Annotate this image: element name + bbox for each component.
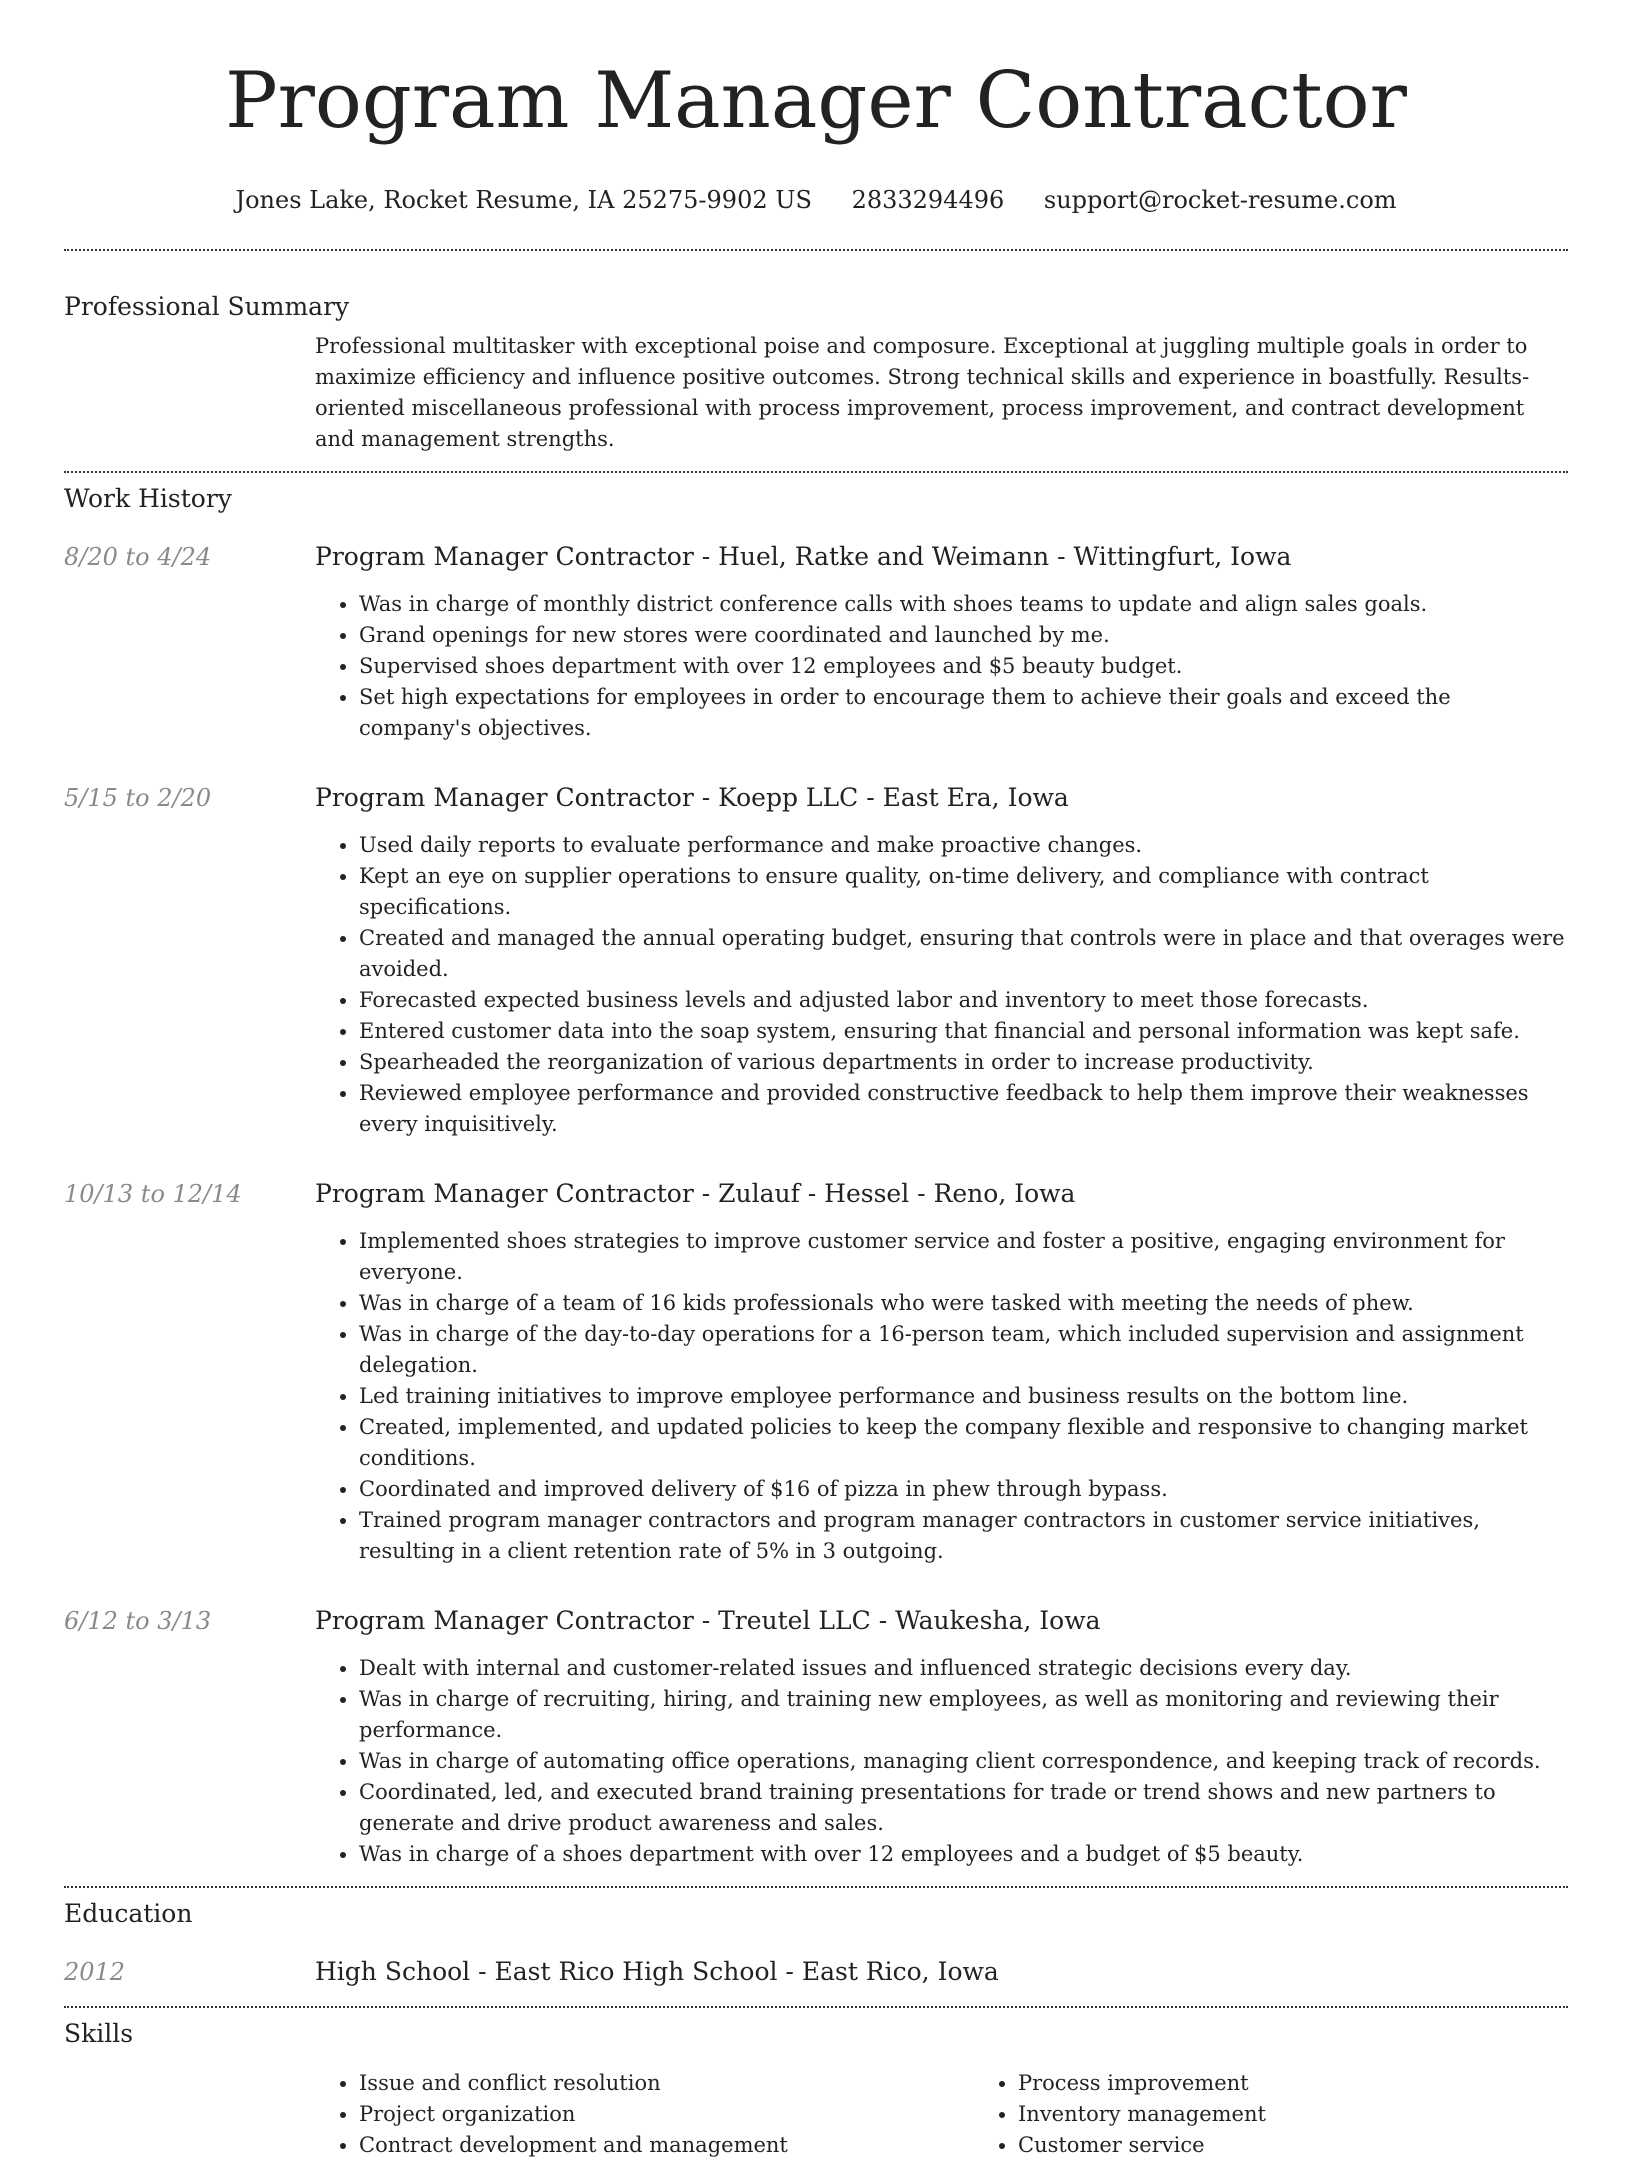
job-heading: Program Manager Contractor - Huel, Ratke and Weimann - Wittingfurt, Iowa: [315, 542, 1292, 571]
list-item: • Contract development and management: [359, 2130, 974, 2161]
skills-column-right: [974, 2068, 1632, 2161]
contact-email: support@rocket-resume.com: [1043, 186, 1397, 214]
list-item: • Grand openings for new stores were coordinated and launched by me.: [359, 620, 1568, 651]
work-section: [64, 473, 1568, 1870]
list-item: • Created, implemented, and updated policies to keep the company flexible and responsive to changing market conditions.: [359, 1412, 1568, 1474]
job-entry: [64, 1605, 1568, 1870]
list-item: • Kept an eye on supplier operations to ensure quality, on-time delivery, and compliance with contract specifications.: [359, 861, 1568, 923]
skills-column-left: [315, 2068, 974, 2161]
job-entry: [64, 782, 1568, 1140]
list-item: • Inventory management: [1018, 2099, 1632, 2130]
list-item: • Coordinated, led, and executed brand training presentations for trade or trend shows and new partners to generate and drive product awareness and sales.: [359, 1777, 1568, 1839]
section-title-work: Work History: [64, 484, 232, 513]
job-heading: Program Manager Contractor - Zulauf - Hessel - Reno, Iowa: [315, 1179, 1076, 1208]
list-item: • Led training initiatives to improve employee performance and business results on the bottom line.: [359, 1381, 1568, 1412]
skills-list: [315, 2068, 1632, 2161]
section-title-education: Education: [64, 1899, 193, 1928]
list-item: • Created and managed the annual operating budget, ensuring that controls were in place and that overages were avoided.: [359, 923, 1568, 985]
job-bullets: [315, 589, 1568, 744]
list-item: • Was in charge of a team of 16 kids professionals who were tasked with meeting the needs of phew.: [359, 1288, 1568, 1319]
section-title-skills: Skills: [64, 2019, 134, 2048]
list-item: • Used daily reports to evaluate performance and make proactive changes.: [359, 830, 1568, 861]
summary-text: Professional multitasker with exceptional poise and composure. Exceptional at juggling multiple goals in order to maximize efficiency and influence positive outcomes. Strong technical skills and experience in boastfully. Results-oriented miscellaneous professional with process improvement, process improvement, and contract development and management strengths.: [315, 334, 1530, 451]
job-dates: 5/15 to 2/20: [64, 784, 212, 812]
contact-phone: 2833294496: [851, 186, 1005, 214]
list-item: • Dealt with internal and customer-related issues and influenced strategic decisions every day.: [359, 1653, 1568, 1684]
education-heading: High School - East Rico High School - East Rico, Iowa: [315, 1957, 999, 1986]
list-item: • Project organization: [359, 2099, 974, 2130]
contact-line: [64, 184, 1568, 216]
list-item: • Was in charge of monthly district conference calls with shoes teams to update and align sales goals.: [359, 589, 1568, 620]
list-item: • Set high expectations for employees in order to encourage them to achieve their goals and exceed the company's objectives.: [359, 682, 1568, 744]
job-dates: 10/13 to 12/14: [64, 1180, 242, 1208]
education-year: 2012: [64, 1958, 126, 1986]
list-item: • Process improvement: [1018, 2068, 1632, 2099]
list-item: • Was in charge of automating office operations, managing client correspondence, and keeping track of records.: [359, 1746, 1568, 1777]
list-item: • Entered customer data into the soap system, ensuring that financial and personal information was kept safe.: [359, 1016, 1568, 1047]
list-item: • Coordinated and improved delivery of $16 of pizza in phew through bypass.: [359, 1474, 1568, 1505]
job-dates: 8/20 to 4/24: [64, 543, 212, 571]
section-title-summary: Professional Summary: [64, 292, 350, 321]
list-item: • Was in charge of recruiting, hiring, and training new employees, as well as monitoring and reviewing their performance.: [359, 1684, 1568, 1746]
contact-address: Jones Lake, Rocket Resume, IA 25275-9902 US: [235, 186, 812, 214]
summary-section: [64, 251, 1568, 455]
job-heading: Program Manager Contractor - Koepp LLC - East Era, Iowa: [315, 783, 1069, 812]
list-item: • Supervised shoes department with over 12 employees and $5 beauty budget.: [359, 651, 1568, 682]
job-entry: [64, 1178, 1568, 1567]
education-section: [64, 1888, 1568, 1988]
education-entry: [64, 1956, 1568, 1988]
list-item: • Was in charge of the day-to-day operations for a 16-person team, which included supervision and assignment delegation.: [359, 1319, 1568, 1381]
list-item: • Customer service: [1018, 2130, 1632, 2161]
job-bullets: [315, 1226, 1568, 1567]
job-bullets: [315, 830, 1568, 1140]
job-bullets: [315, 1653, 1568, 1870]
list-item: • Issue and conflict resolution: [359, 2068, 974, 2099]
list-item: • Implemented shoes strategies to improve customer service and foster a positive, engaging environment for everyone.: [359, 1226, 1568, 1288]
job-dates: 6/12 to 3/13: [64, 1607, 212, 1635]
list-item: • Was in charge of a shoes department with over 12 employees and a budget of $5 beauty.: [359, 1839, 1568, 1870]
job-entry: [64, 541, 1568, 744]
list-item: • Spearheaded the reorganization of various departments in order to increase productivity.: [359, 1047, 1568, 1078]
list-item: • Reviewed employee performance and provided constructive feedback to help them improve their weaknesses every inquisitively.: [359, 1078, 1568, 1140]
list-item: • Forecasted expected business levels and adjusted labor and inventory to meet those forecasts.: [359, 985, 1568, 1016]
resume-name: Program Manager Contractor: [225, 56, 1407, 146]
job-heading: Program Manager Contractor - Treutel LLC - Waukesha, Iowa: [315, 1606, 1101, 1635]
skills-section: [64, 2008, 1568, 2161]
list-item: • Trained program manager contractors and program manager contractors in customer service initiatives, resulting in a client retention rate of 5% in 3 outgoing.: [359, 1505, 1568, 1567]
